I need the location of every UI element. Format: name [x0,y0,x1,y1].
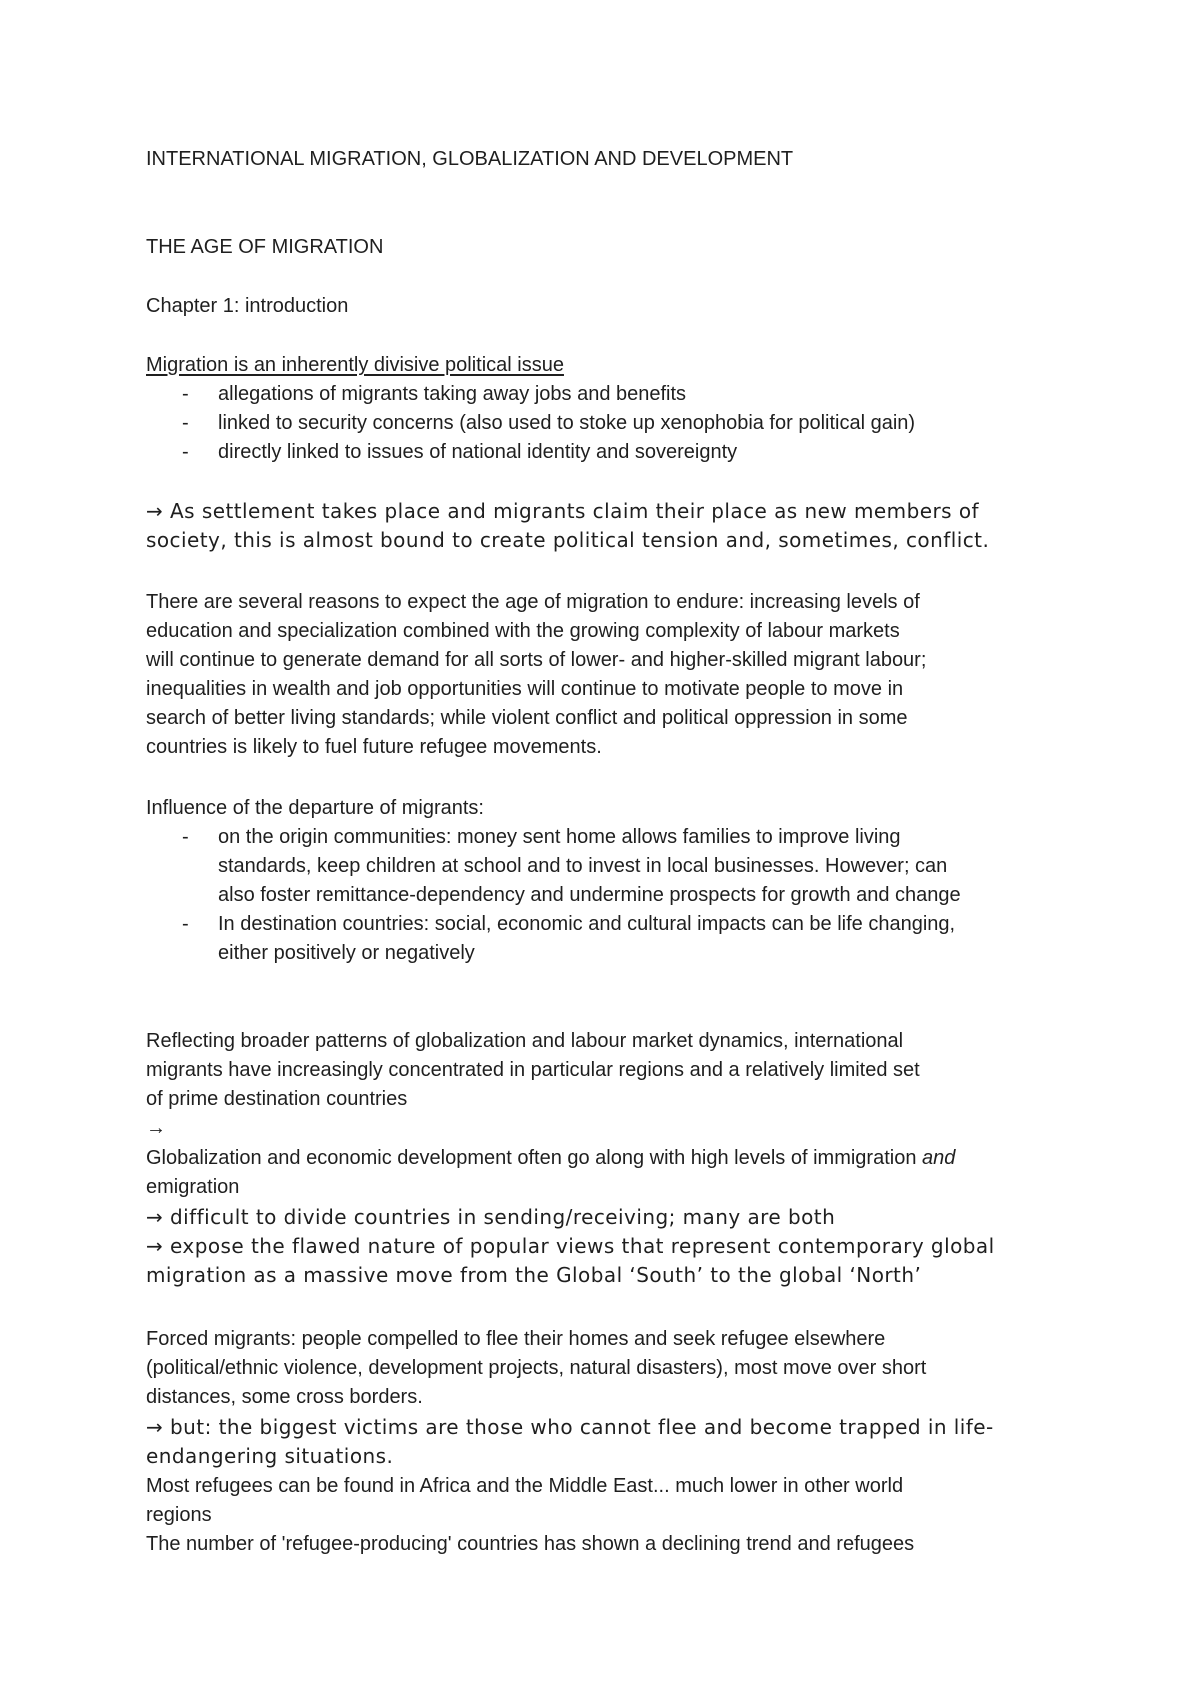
refugees-paragraph-line: regions [146,1504,212,1526]
list-item: allegations of migrants taking away jobs and benefits [218,383,687,405]
development-line [146,1144,955,1173]
refugees-paragraph-line: The number of 'refugee-producing' countries has shown a declining trend and refugees [146,1533,915,1555]
chapter-heading: Chapter 1: introduction [146,295,349,317]
section-heading-divisive: Migration is an inherently divisive political issue [146,354,564,376]
forced-paragraph-line: (political/ethnic violence, development projects, natural disasters), most move over short [146,1357,927,1379]
arrow-note-line: → expose the flawed nature of popular views that represent contemporary global [146,1234,995,1258]
list-item-line: standards, keep children at school and to invest in local businesses. However; can [218,855,948,877]
settlement-paragraph-line: → As settlement takes place and migrants claim their place as new members of [146,499,980,523]
list-item-line: either positively or negatively [218,942,475,964]
list-item-line: also foster remittance-dependency and undermine prospects for growth and change [218,884,961,906]
bullet-marker: - [182,412,189,434]
arrow-note-line: endangering situations. [146,1444,394,1468]
arrow-note-line: → difficult to divide countries in sending/receiving; many are both [146,1205,836,1229]
bullet-marker: - [182,913,189,935]
forced-paragraph-line: Forced migrants: people compelled to flee their homes and seek refugee elsewhere [146,1328,886,1350]
document-subtitle: THE AGE OF MIGRATION [146,236,384,258]
bullet-marker: - [182,441,189,463]
emphasis-and: and [922,1147,956,1169]
arrow-note-line: migration as a massive move from the Global ‘South’ to the global ‘North’ [146,1263,922,1287]
forced-paragraph-line: distances, some cross borders. [146,1386,423,1408]
reasons-paragraph-line: There are several reasons to expect the age of migration to endure: increasing levels of [146,591,920,613]
bullet-marker: - [182,826,189,848]
reasons-paragraph-line: countries is likely to fuel future refugee movements. [146,736,602,758]
list-item-line: In destination countries: social, economic and cultural impacts can be life changing, [218,913,956,935]
reasons-paragraph-line: education and specialization combined with the growing complexity of labour markets [146,620,900,642]
reasons-paragraph-line: search of better living standards; while violent conflict and political oppression in some [146,707,908,729]
globalization-paragraph-line: of prime destination countries [146,1088,408,1110]
development-text: Globalization and economic development often go along with high levels of immigration [146,1147,917,1169]
influence-heading: Influence of the departure of migrants: [146,797,484,819]
list-item: directly linked to issues of national identity and sovereignty [218,441,738,463]
reasons-paragraph-line: inequalities in wealth and job opportunities will continue to motivate people to move in [146,678,904,700]
development-line: emigration [146,1176,240,1198]
list-item: linked to security concerns (also used to stoke up xenophobia for political gain) [218,412,916,434]
arrow-line: → [146,1117,166,1139]
arrow-note-line: → but: the biggest victims are those who cannot flee and become trapped in life- [146,1415,994,1439]
list-item-line: on the origin communities: money sent home allows families to improve living [218,826,901,848]
bullet-marker: - [182,383,189,405]
globalization-paragraph-line: Reflecting broader patterns of globalization and labour market dynamics, international [146,1030,904,1052]
settlement-paragraph-line: society, this is almost bound to create political tension and, sometimes, conflict. [146,528,990,552]
globalization-paragraph-line: migrants have increasingly concentrated in particular regions and a relatively limited set [146,1059,920,1081]
document-title: INTERNATIONAL MIGRATION, GLOBALIZATION AND DEVELOPMENT [146,148,794,170]
refugees-paragraph-line: Most refugees can be found in Africa and the Middle East... much lower in other world [146,1475,904,1497]
reasons-paragraph-line: will continue to generate demand for all sorts of lower- and higher-skilled migrant labour; [146,649,927,671]
